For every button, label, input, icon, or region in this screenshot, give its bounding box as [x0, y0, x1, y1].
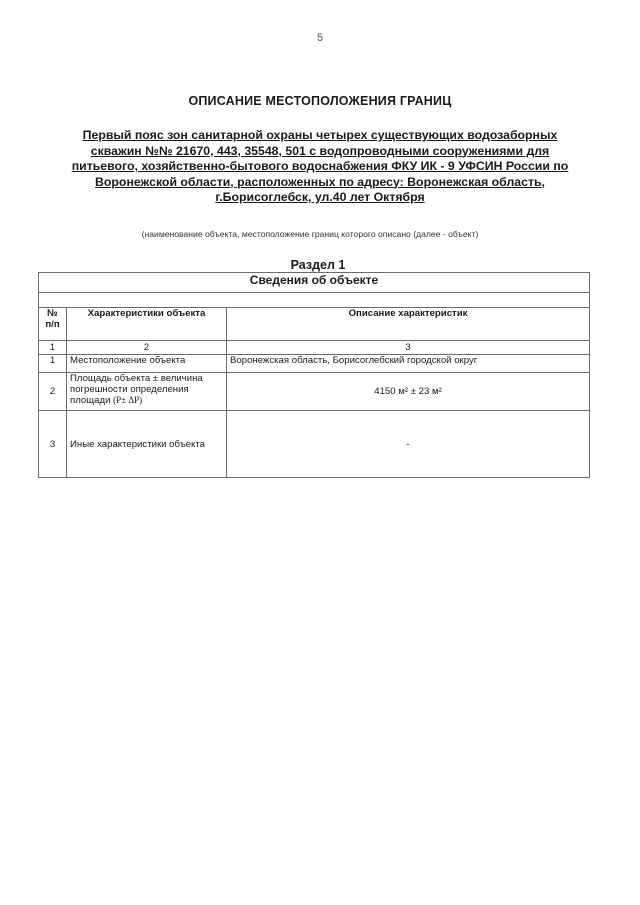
object-info-table: [38, 272, 590, 478]
header-characteristics: Характеристики объекта: [67, 308, 227, 341]
header-num: № п/п: [39, 308, 67, 341]
table-spacer-row: [39, 293, 590, 308]
table-row: [39, 373, 590, 411]
row-characteristic: Местоположение объекта: [67, 355, 227, 373]
table-spacer: [39, 293, 590, 308]
page-number: 5: [316, 32, 324, 44]
object-name-line: питьевого, хозяйственно-бытового водоснабжения ФКУ ИК - 9 УФСИН России по: [71, 159, 569, 173]
row-characteristic: Площадь объекта ± величина погрешности определения площади: [70, 373, 203, 406]
table-title: Сведения об объекте: [39, 273, 590, 293]
object-name-line: Первый пояс зон санитарной охраны четырех существующих водозаборных: [82, 128, 558, 142]
column-number: 2: [67, 341, 227, 355]
object-name-line: Воронежской области, расположенных по адресу: Воронежская область,: [95, 174, 545, 189]
column-number: 3: [227, 341, 590, 355]
header-description: Описание характеристик: [227, 308, 590, 341]
area-symbol: (P± ΔP): [113, 395, 143, 405]
object-name-line: скважин №№ 21670, 443, 35548, 501 с водопроводными сооружениями для: [90, 143, 550, 158]
table-row: [39, 411, 590, 478]
object-name-line: г.Борисоглебск, ул.40 лет Октября: [215, 190, 425, 204]
row-num: 2: [39, 373, 67, 411]
row-num: 3: [39, 411, 67, 478]
document-title: ОПИСАНИЕ МЕСТОПОЛОЖЕНИЯ ГРАНИЦ: [188, 94, 452, 108]
object-name-caption: (наименование объекта, местоположение границ которого описано (далее - объект): [141, 229, 479, 239]
table-header-row: [39, 308, 590, 341]
row-description: Воронежская область, Борисоглебский городской округ: [227, 355, 590, 373]
row-description: 4150 м² ± 23 м²: [227, 373, 590, 411]
row-characteristic-cell: [67, 373, 227, 411]
object-name: [40, 128, 600, 206]
table-row: [39, 355, 590, 373]
table-title-row: [39, 273, 590, 293]
row-description: -: [227, 411, 590, 478]
row-num: 1: [39, 355, 67, 373]
section-title: Раздел 1: [290, 258, 346, 272]
column-number: 1: [39, 341, 67, 355]
column-number-row: [39, 341, 590, 355]
row-characteristic: Иные характеристики объекта: [67, 411, 227, 478]
